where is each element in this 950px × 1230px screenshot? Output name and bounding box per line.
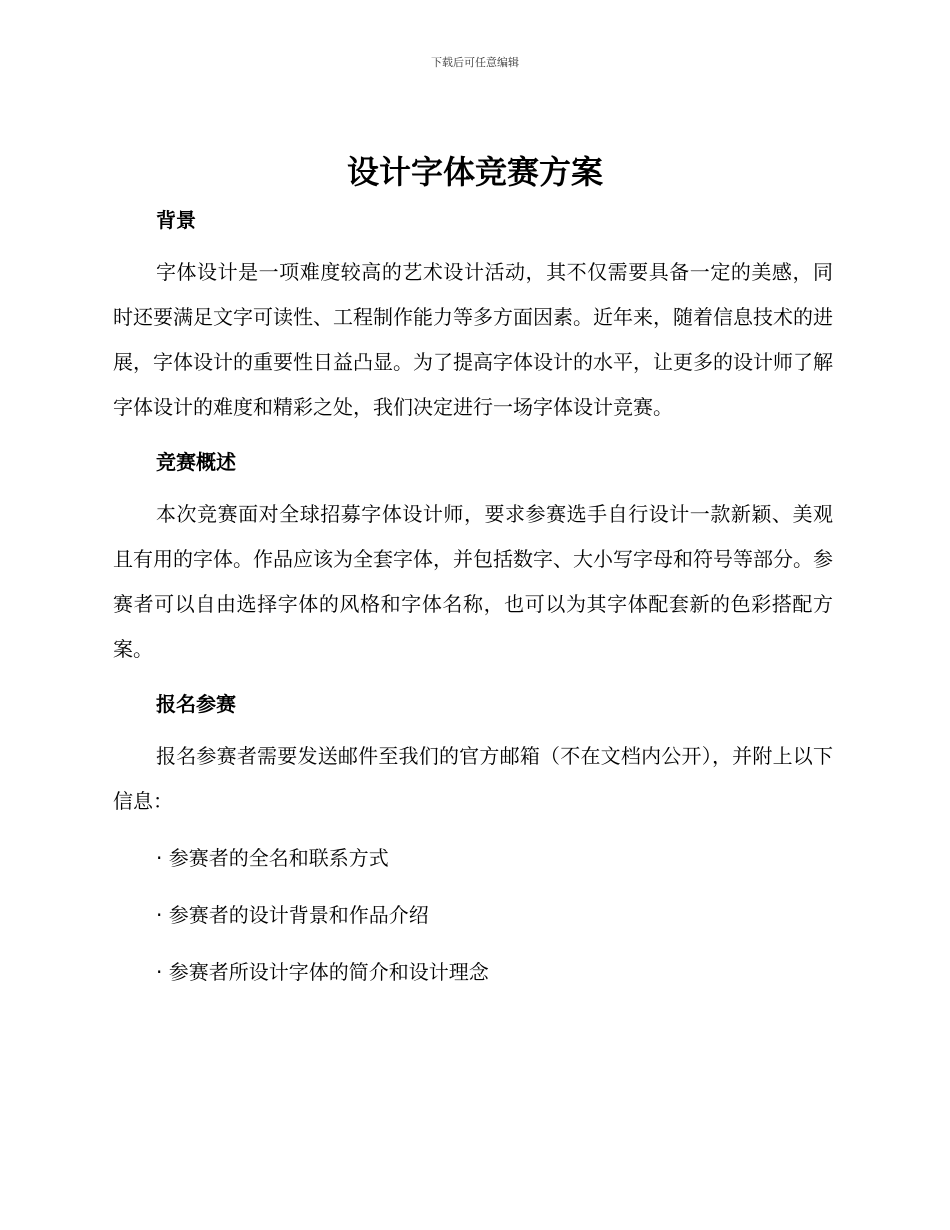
section-paragraph-background: 字体设计是一项难度较高的艺术设计活动，其不仅需要具备一定的美感，同时还要满足文字可读性、工程制作能力等多方面因素。近年来，随着信息技术的进展，字体设计的重要性日益凸显。为了提高字体设计的水平，让更多的设计师了解字体设计的难度和精彩之处，我们决定进行一场字体设计竞赛。 xyxy=(113,260,833,419)
list-item: · 参赛者所设计字体的简介和设计理念 xyxy=(156,960,489,984)
list-item: · 参赛者的设计背景和作品介绍 xyxy=(156,903,429,927)
registration-info-list xyxy=(113,836,833,995)
header-note: 下载后可任意编辑 xyxy=(431,56,519,69)
document-body xyxy=(113,200,833,995)
section-heading-overview: 竞赛概述 xyxy=(156,450,236,474)
document-title: 设计字体竞赛方案 xyxy=(346,153,603,191)
section-heading-registration: 报名参赛 xyxy=(156,692,236,716)
section-heading-background: 背景 xyxy=(156,208,196,232)
section-paragraph-overview: 本次竞赛面对全球招募字体设计师，要求参赛选手自行设计一款新颖、美观且有用的字体。作品应该为全套字体，并包括数字、大小写字母和符号等部分。参赛者可以自由选择字体的风格和字体名称，也可以为其字体配套新的色彩搭配方案。 xyxy=(113,502,833,661)
list-item: · 参赛者的全名和联系方式 xyxy=(156,846,389,870)
section-paragraph-registration: 报名参赛者需要发送邮件至我们的官方邮箱（不在文档内公开），并附上以下信息： xyxy=(113,744,833,813)
